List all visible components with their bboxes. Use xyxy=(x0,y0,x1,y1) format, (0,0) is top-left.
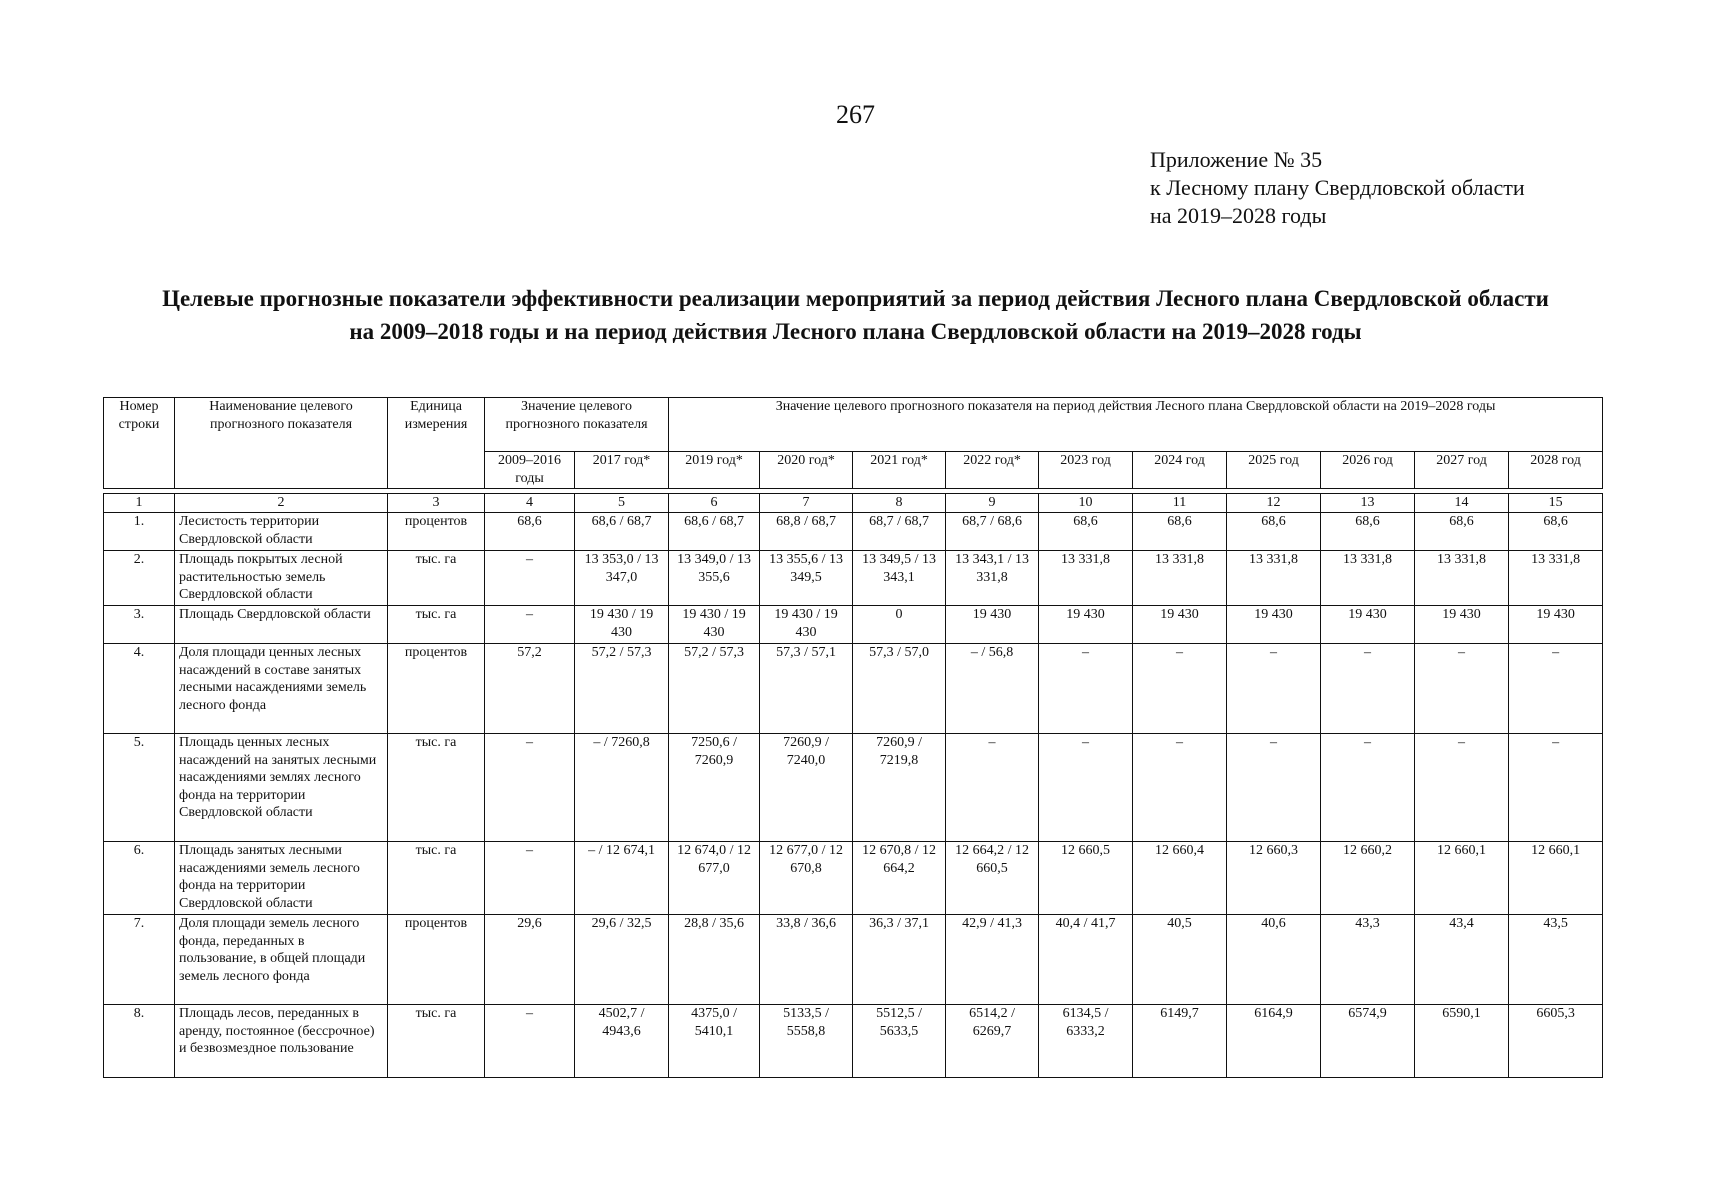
unit-cell: тыс. га xyxy=(388,551,485,606)
title-line: Целевые прогнозные показатели эффективности реализации мероприятий за период действия Лесного плана Свердловской области xyxy=(162,286,1549,311)
value-cell: 68,6 / 68,7 xyxy=(575,513,669,551)
value-cell: 57,2 xyxy=(485,644,575,734)
appendix-note xyxy=(1150,146,1525,230)
value-cell: – xyxy=(946,734,1039,842)
value-cell: 68,6 xyxy=(485,513,575,551)
column-index: 13 xyxy=(1321,494,1415,513)
unit-cell: тыс. га xyxy=(388,842,485,915)
value-cell: 12 660,4 xyxy=(1133,842,1227,915)
value-cell: 33,8 / 36,6 xyxy=(760,915,853,1005)
indicator-name: Площадь ценных лесных насаждений на занятых лесными насаждениями землях лесного фонда на территории Свердловской области xyxy=(175,734,388,842)
value-cell: 13 331,8 xyxy=(1039,551,1133,606)
value-cell: – xyxy=(1133,644,1227,734)
table-body xyxy=(104,513,1603,1078)
value-cell: – / 56,8 xyxy=(946,644,1039,734)
column-index: 5 xyxy=(575,494,669,513)
table-row xyxy=(104,1005,1603,1078)
value-cell: 7260,9 / 7219,8 xyxy=(853,734,946,842)
unit-cell: тыс. га xyxy=(388,606,485,644)
value-cell: 19 430 / 19 430 xyxy=(669,606,760,644)
value-cell: 68,6 xyxy=(1321,513,1415,551)
table-row xyxy=(104,644,1603,734)
value-cell: 6574,9 xyxy=(1321,1005,1415,1078)
value-cell: 19 430 xyxy=(1133,606,1227,644)
unit-cell: тыс. га xyxy=(388,1005,485,1078)
value-cell: 43,3 xyxy=(1321,915,1415,1005)
column-index: 9 xyxy=(946,494,1039,513)
indicator-name: Площадь лесов, переданных в аренду, постоянное (бессрочное) и безвозмездное пользование xyxy=(175,1005,388,1078)
header-year: 2017 год* xyxy=(575,452,669,489)
table-row xyxy=(104,734,1603,842)
value-cell: 36,3 / 37,1 xyxy=(853,915,946,1005)
value-cell: 12 660,1 xyxy=(1509,842,1603,915)
value-cell: 19 430 xyxy=(1509,606,1603,644)
value-cell: 40,6 xyxy=(1227,915,1321,1005)
value-cell: – xyxy=(1321,644,1415,734)
value-cell: 5133,5 / 5558,8 xyxy=(760,1005,853,1078)
value-cell: 29,6 / 32,5 xyxy=(575,915,669,1005)
value-cell: 68,7 / 68,7 xyxy=(853,513,946,551)
value-cell: 19 430 xyxy=(1227,606,1321,644)
value-cell: 40,4 / 41,7 xyxy=(1039,915,1133,1005)
value-cell: 19 430 / 19 430 xyxy=(575,606,669,644)
value-cell: 57,3 / 57,0 xyxy=(853,644,946,734)
column-index: 15 xyxy=(1509,494,1603,513)
value-cell: – / 7260,8 xyxy=(575,734,669,842)
value-cell: 68,6 xyxy=(1227,513,1321,551)
header-year: 2024 год xyxy=(1133,452,1227,489)
table-row xyxy=(104,915,1603,1005)
page-number: 267 xyxy=(836,100,875,129)
column-index-row xyxy=(104,494,1603,513)
header-year: 2022 год* xyxy=(946,452,1039,489)
value-cell: – xyxy=(485,606,575,644)
indicators-table xyxy=(103,397,1603,1078)
value-cell: 6149,7 xyxy=(1133,1005,1227,1078)
column-index: 11 xyxy=(1133,494,1227,513)
header-year: 2023 год xyxy=(1039,452,1133,489)
appendix-line: Приложение № 35 xyxy=(1150,147,1323,172)
table-row xyxy=(104,842,1603,915)
value-cell: – xyxy=(1509,644,1603,734)
value-cell: 12 660,1 xyxy=(1415,842,1509,915)
value-cell: 12 660,2 xyxy=(1321,842,1415,915)
value-cell: 68,6 / 68,7 xyxy=(669,513,760,551)
value-cell: 13 349,0 / 13 355,6 xyxy=(669,551,760,606)
value-cell: 6590,1 xyxy=(1415,1005,1509,1078)
value-cell: 6605,3 xyxy=(1509,1005,1603,1078)
value-cell: 12 677,0 / 12 670,8 xyxy=(760,842,853,915)
unit-cell: процентов xyxy=(388,644,485,734)
column-index: 1 xyxy=(104,494,175,513)
indicator-name: Площадь занятых лесными насаждениями земель лесного фонда на территории Свердловской области xyxy=(175,842,388,915)
value-cell: 19 430 xyxy=(1321,606,1415,644)
row-number: 2. xyxy=(104,551,175,606)
value-cell: 68,6 xyxy=(1415,513,1509,551)
value-cell: 6164,9 xyxy=(1227,1005,1321,1078)
appendix-line: к Лесному плану Свердловской области xyxy=(1150,175,1525,200)
value-cell: – xyxy=(1415,644,1509,734)
column-index: 6 xyxy=(669,494,760,513)
column-index: 10 xyxy=(1039,494,1133,513)
column-index: 7 xyxy=(760,494,853,513)
value-cell: 57,2 / 57,3 xyxy=(575,644,669,734)
row-number: 6. xyxy=(104,842,175,915)
value-cell: 4502,7 / 4943,6 xyxy=(575,1005,669,1078)
column-index: 8 xyxy=(853,494,946,513)
value-cell: – xyxy=(1509,734,1603,842)
value-cell: 29,6 xyxy=(485,915,575,1005)
value-cell: 12 660,3 xyxy=(1227,842,1321,915)
value-cell: 13 349,5 / 13 343,1 xyxy=(853,551,946,606)
value-cell: 13 353,0 / 13 347,0 xyxy=(575,551,669,606)
value-cell: 6514,2 / 6269,7 xyxy=(946,1005,1039,1078)
header-row-no: Номер строки xyxy=(104,398,175,489)
value-cell: – xyxy=(485,1005,575,1078)
column-index: 14 xyxy=(1415,494,1509,513)
header-year: 2026 год xyxy=(1321,452,1415,489)
value-cell: 68,6 xyxy=(1509,513,1603,551)
value-cell: 5512,5 / 5633,5 xyxy=(853,1005,946,1078)
value-cell: 42,9 / 41,3 xyxy=(946,915,1039,1005)
value-cell: 68,6 xyxy=(1133,513,1227,551)
document-title xyxy=(60,282,1651,348)
row-number: 4. xyxy=(104,644,175,734)
table-header xyxy=(104,398,1603,513)
value-cell: 19 430 xyxy=(1039,606,1133,644)
value-cell: – xyxy=(1227,644,1321,734)
value-cell: – xyxy=(1321,734,1415,842)
appendix-line: на 2019–2028 годы xyxy=(1150,203,1327,228)
header-year: 2027 год xyxy=(1415,452,1509,489)
column-index: 3 xyxy=(388,494,485,513)
value-cell: 13 343,1 / 13 331,8 xyxy=(946,551,1039,606)
header-year: 2020 год* xyxy=(760,452,853,489)
value-cell: 13 331,8 xyxy=(1133,551,1227,606)
row-number: 8. xyxy=(104,1005,175,1078)
header-unit: Единица измерения xyxy=(388,398,485,489)
header-year: 2021 год* xyxy=(853,452,946,489)
indicator-name: Лесистость территории Свердловской области xyxy=(175,513,388,551)
value-cell: 7260,9 / 7240,0 xyxy=(760,734,853,842)
value-cell: 43,5 xyxy=(1509,915,1603,1005)
column-index: 2 xyxy=(175,494,388,513)
value-cell: 68,7 / 68,6 xyxy=(946,513,1039,551)
indicators-table-container xyxy=(103,397,1602,1078)
header-prev-period: Значение целевого прогнозного показателя xyxy=(485,398,669,452)
row-number: 1. xyxy=(104,513,175,551)
table-row xyxy=(104,606,1603,644)
unit-cell: процентов xyxy=(388,915,485,1005)
table-row xyxy=(104,551,1603,606)
value-cell: 12 674,0 / 12 677,0 xyxy=(669,842,760,915)
table-row xyxy=(104,513,1603,551)
indicator-name: Площадь Свердловской области xyxy=(175,606,388,644)
value-cell: 13 331,8 xyxy=(1227,551,1321,606)
header-year: 2028 год xyxy=(1509,452,1603,489)
row-number: 3. xyxy=(104,606,175,644)
value-cell: 43,4 xyxy=(1415,915,1509,1005)
value-cell: 68,8 / 68,7 xyxy=(760,513,853,551)
value-cell: – xyxy=(1227,734,1321,842)
value-cell: 12 670,8 / 12 664,2 xyxy=(853,842,946,915)
header-name: Наименование целевого прогнозного показателя xyxy=(175,398,388,489)
value-cell: 57,3 / 57,1 xyxy=(760,644,853,734)
value-cell: 19 430 / 19 430 xyxy=(760,606,853,644)
indicator-name: Доля площади земель лесного фонда, переданных в пользование, в общей площади земель лесного фонда xyxy=(175,915,388,1005)
value-cell: 12 664,2 / 12 660,5 xyxy=(946,842,1039,915)
unit-cell: процентов xyxy=(388,513,485,551)
value-cell: 0 xyxy=(853,606,946,644)
unit-cell: тыс. га xyxy=(388,734,485,842)
value-cell: – xyxy=(485,734,575,842)
value-cell: 19 430 xyxy=(946,606,1039,644)
value-cell: 6134,5 / 6333,2 xyxy=(1039,1005,1133,1078)
header-year: 2019 год* xyxy=(669,452,760,489)
value-cell: 7250,6 / 7260,9 xyxy=(669,734,760,842)
value-cell: – / 12 674,1 xyxy=(575,842,669,915)
header-year: 2009–2016 годы xyxy=(485,452,575,489)
value-cell: 12 660,5 xyxy=(1039,842,1133,915)
row-number: 7. xyxy=(104,915,175,1005)
indicator-name: Доля площади ценных лесных насаждений в составе занятых лесными насаждениями земель лесного фонда xyxy=(175,644,388,734)
column-index: 4 xyxy=(485,494,575,513)
value-cell: 4375,0 / 5410,1 xyxy=(669,1005,760,1078)
value-cell: – xyxy=(1133,734,1227,842)
row-number: 5. xyxy=(104,734,175,842)
value-cell: 13 355,6 / 13 349,5 xyxy=(760,551,853,606)
value-cell: 13 331,8 xyxy=(1415,551,1509,606)
column-index: 12 xyxy=(1227,494,1321,513)
value-cell: – xyxy=(1039,734,1133,842)
title-line: на 2009–2018 годы и на период действия Лесного плана Свердловской области на 2019–2028 годы xyxy=(349,319,1362,344)
value-cell: 68,6 xyxy=(1039,513,1133,551)
value-cell: 19 430 xyxy=(1415,606,1509,644)
value-cell: 28,8 / 35,6 xyxy=(669,915,760,1005)
value-cell: – xyxy=(485,551,575,606)
value-cell: 13 331,8 xyxy=(1509,551,1603,606)
indicator-name: Площадь покрытых лесной растительностью земель Свердловской области xyxy=(175,551,388,606)
value-cell: 13 331,8 xyxy=(1321,551,1415,606)
value-cell: 40,5 xyxy=(1133,915,1227,1005)
value-cell: – xyxy=(485,842,575,915)
value-cell: 57,2 / 57,3 xyxy=(669,644,760,734)
header-year: 2025 год xyxy=(1227,452,1321,489)
value-cell: – xyxy=(1039,644,1133,734)
value-cell: – xyxy=(1415,734,1509,842)
header-next-period: Значение целевого прогнозного показателя на период действия Лесного плана Свердловской области на 2019–2028 годы xyxy=(669,398,1603,452)
